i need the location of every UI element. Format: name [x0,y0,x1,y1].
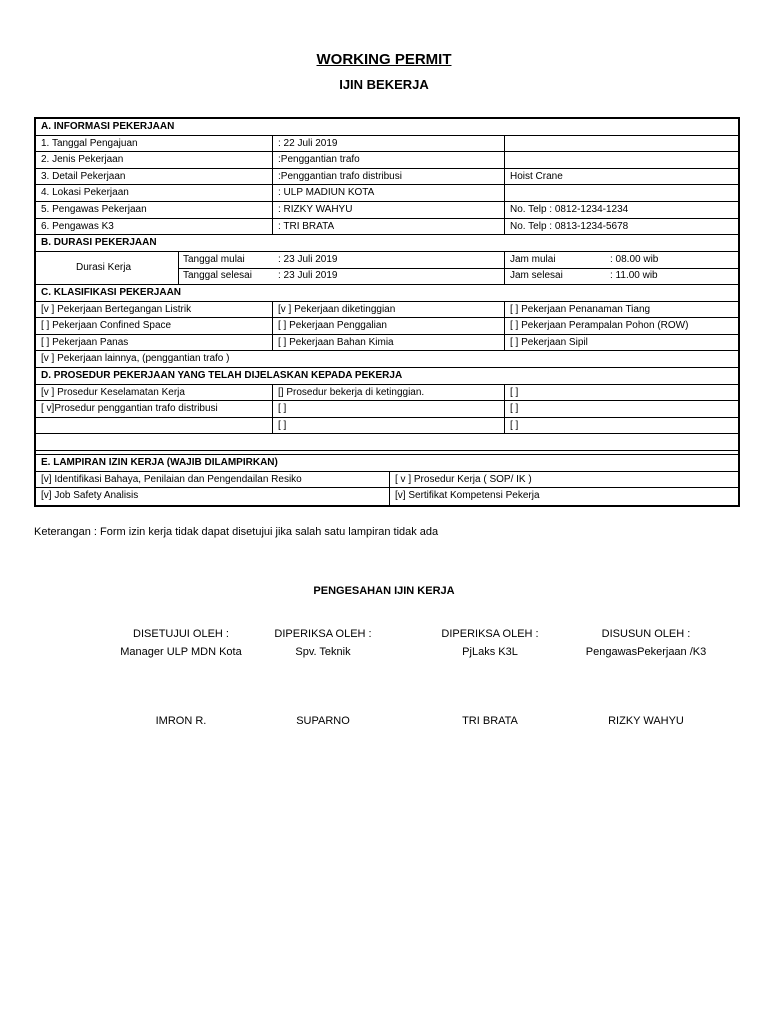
section-c-heading: C. KLASIFIKASI PEKERJAAN [41,287,182,298]
column-divider [272,385,273,435]
document-title: WORKING PERMIT [316,51,452,68]
signer-2-role: Spv. Teknik [295,646,351,658]
signer-1-heading: DISETUJUI OLEH : [133,628,229,640]
section-d-heading: D. PROSEDUR PEKERJAAN YANG TELAH DIJELASKAN KEPADA PEKERJA [41,370,403,381]
table-row [36,219,738,236]
column-divider [272,302,273,352]
start-date-label: Tanggal mulai [183,253,245,265]
row-extra: No. Telp : 0813-1234-5678 [510,220,629,232]
row-value: : ULP MADIUN KOTA [278,187,375,199]
row-label: 6. Pengawas K3 [41,220,114,232]
table-row [36,152,738,169]
end-time-value: : 11.00 wib [610,270,658,282]
row-label: 2. Jenis Pekerjaan [41,154,124,166]
signer-1-role: Manager ULP MDN Kota [120,646,242,658]
duration-label: Durasi Kerja [76,261,132,273]
row-value: :Penggantian trafo [278,154,360,166]
row-extra: No. Telp : 0812-1234-1234 [510,204,629,215]
row-label: 5. Pengawas Pekerjaan [41,204,147,215]
row-label: 3. Detail Pekerjaan [41,170,126,182]
section-c-header [36,285,738,302]
classification-item: [ ] Pekerjaan Confined Space [41,320,172,332]
row-label: 1. Tanggal Pengajuan [41,137,138,149]
cell-divider [178,268,740,269]
signer-1-name: IMRON R. [155,715,207,727]
section-a-heading: A. INFORMASI PEKERJAAN [41,121,175,132]
signer-3-heading: DIPERIKSA OLEH : [441,628,539,640]
table-row [36,318,738,335]
procedure-item: [ ] [510,386,519,398]
row-value: : 22 Juli 2019 [278,137,338,149]
classification-item: [ ] Pekerjaan Sipil [510,336,588,348]
table-row [36,472,738,489]
row-value: : RIZKY WAHYU [278,204,353,215]
column-divider [504,136,505,236]
table-row [36,185,738,202]
table-row [36,202,738,219]
section-e-heading: E. LAMPIRAN IZIN KERJA (WAJIB DILAMPIRKAN) [41,457,278,468]
table-row [36,488,738,505]
classification-other: [v ] Pekerjaan lainnya, (penggantian trafo ) [41,353,230,365]
classification-item: [ ] Pekerjaan Panas [41,336,129,348]
classification-item: [ ] Pekerjaan Bahan Kimia [278,336,394,348]
table-row [36,351,738,368]
procedure-item: [ ] [278,419,287,431]
row-value: :Penggantian trafo distribusi [278,170,402,182]
attachment-item: [v] Job Safety Analisis [41,490,139,502]
column-divider [504,302,505,352]
document-subtitle: IJIN BEKERJA [339,77,429,92]
column-divider [272,136,273,236]
table-row [36,385,738,402]
attachment-item: [ v ] Prosedur Kerja ( SOP/ IK ) [395,473,532,485]
table-row [36,401,738,418]
row-value: : TRI BRATA [278,220,335,232]
column-divider [389,472,390,506]
blank-row [36,434,738,451]
start-time-value: : 08.00 wib [610,253,659,265]
approval-title: PENGESAHAN IJIN KERJA [313,585,455,597]
classification-item: [ ] Pekerjaan Perampalan Pohon (ROW) [510,320,689,332]
form-note: Keterangan : Form izin kerja tidak dapat disetujui jika salah satu lampiran tidak ada [34,526,439,538]
row-label: 4. Lokasi Pekerjaan [41,187,129,199]
table-row [36,335,738,352]
section-a-header [36,119,738,136]
table-row [36,169,738,186]
attachment-item: [v] Identifikasi Bahaya, Penilaian dan Pengendailan Resiko [41,473,302,485]
classification-item: [ ] Pekerjaan Penggalian [278,320,387,332]
column-divider [504,385,505,435]
duration-block [36,252,738,285]
start-time-label: Jam mulai [510,253,556,265]
start-date-value: : 23 Juli 2019 [278,253,338,265]
end-date-value: : 23 Juli 2019 [278,270,338,282]
procedure-item: [ ] [278,403,287,415]
signer-3-name: TRI BRATA [462,715,518,727]
end-time-label: Jam selesai [510,270,563,282]
signer-4-role: PengawasPekerjaan /K3 [585,646,707,658]
classification-item: [v ] Pekerjaan diketinggian [278,303,396,315]
section-b-heading: B. DURASI PEKERJAAN [41,237,157,249]
section-e-header [36,455,738,472]
end-date-label: Tanggal selesai [183,270,252,282]
permit-form-table [34,117,740,507]
classification-item: [v ] Pekerjaan Bertegangan Listrik [41,303,192,315]
signer-2-name: SUPARNO [296,715,350,727]
section-b-header [36,235,738,252]
table-row [36,302,738,319]
signer-3-role: PjLaks K3L [462,646,518,658]
table-row [36,136,738,153]
procedure-item: [ ] [510,403,519,415]
signer-4-name: RIZKY WAHYU [608,715,684,727]
row-extra: Hoist Crane [510,170,563,182]
procedure-item: [v ] Prosedur Keselamatan Kerja [41,386,185,398]
procedure-item: [ ] [510,419,519,431]
procedure-item: [ v]Prosedur penggantian trafo distribusi [41,403,218,415]
attachment-item: [v] Sertifikat Kompetensi Pekerja [395,490,540,502]
section-d-header [36,368,738,385]
procedure-item: [] Prosedur bekerja di ketinggian. [278,386,425,398]
signer-2-heading: DIPERIKSA OLEH : [274,628,372,640]
signer-4-heading: DISUSUN OLEH : [601,628,691,640]
classification-item: [ ] Pekerjaan Penanaman Tiang [510,303,651,315]
table-row [36,418,738,435]
